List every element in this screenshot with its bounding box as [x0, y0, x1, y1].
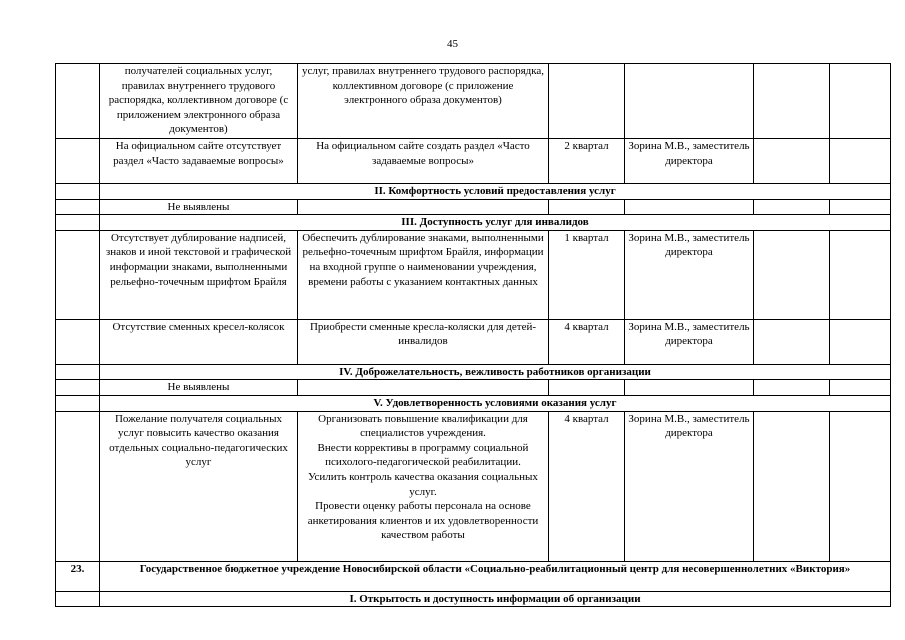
problem-cell: получателей социальных услуг, правилах внутреннего трудового распорядка, коллективном договоре (с приложением электронного образа документов): [100, 64, 298, 139]
number-cell: [56, 184, 100, 200]
table-row: [56, 411, 891, 561]
deadline-cell: 1 квартал: [549, 230, 625, 319]
result-cell: [754, 230, 830, 319]
deadline-cell: [549, 380, 625, 396]
number-cell: [56, 230, 100, 319]
problem-cell: Отсутствие сменных кресел-колясок: [100, 319, 298, 364]
responsible-cell: Зорина М.В., заместитель директора: [625, 230, 754, 319]
measure-cell: [298, 411, 549, 561]
deadline-cell: 2 квартал: [549, 139, 625, 184]
number-cell: [56, 380, 100, 396]
section-header-row: [56, 395, 891, 411]
result-cell: [754, 139, 830, 184]
responsible-cell: Зорина М.В., заместитель директора: [625, 411, 754, 561]
section-title: I. Открытость и доступность информации об организации: [100, 591, 891, 607]
number-cell: [56, 199, 100, 215]
organization-name: Государственное бюджетное учреждение Новосибирской области «Социально-реабилитационный центр для несовершеннолетних «Виктория»: [100, 561, 891, 591]
measure-cell: [298, 380, 549, 396]
responsible-cell: [625, 64, 754, 139]
actual-date-cell: [830, 199, 891, 215]
responsible-cell: [625, 199, 754, 215]
number-cell: [56, 319, 100, 364]
table-row: [56, 230, 891, 319]
section-header-row: [56, 215, 891, 231]
number-cell: [56, 64, 100, 139]
measure-cell: Обеспечить дублирование знаками, выполненными рельефно-точечным шрифтом Брайля, информации на входной группе о наименовании учреждения, времени работы с указанием контактных данных: [298, 230, 549, 319]
page-number: 45: [447, 38, 458, 50]
actual-date-cell: [830, 319, 891, 364]
section-title: IV. Доброжелательность, вежливость работников организации: [100, 364, 891, 380]
result-cell: [754, 380, 830, 396]
number-cell: [56, 411, 100, 561]
result-cell: [754, 199, 830, 215]
problem-cell: Пожелание получателя социальных услуг повысить качество оказания отдельных социально-педагогических услуг: [100, 411, 298, 561]
deadline-cell: [549, 199, 625, 215]
deadline-cell: 4 квартал: [549, 319, 625, 364]
table-row: [56, 380, 891, 396]
number-cell: [56, 591, 100, 607]
responsible-cell: [625, 380, 754, 396]
actual-date-cell: [830, 139, 891, 184]
actual-date-cell: [830, 411, 891, 561]
measure-cell: На официальном сайте создать раздел «Часто задаваемые вопросы»: [298, 139, 549, 184]
problem-cell: Не выявлены: [100, 380, 298, 396]
measure-line: Провести оценку работы персонала на основе анкетирования клиентов и их удовлетворенности качеством работы: [307, 500, 539, 542]
number-cell: [56, 215, 100, 231]
table-row: [56, 319, 891, 364]
responsible-cell: Зорина М.В., заместитель директора: [625, 319, 754, 364]
section-title: V. Удовлетворенность условиями оказания услуг: [100, 395, 891, 411]
result-cell: [754, 319, 830, 364]
table-row: [56, 199, 891, 215]
problem-cell: Отсутствует дублирование надписей, знаков и иной текстовой и графической информации знаками, выполненными рельефно-точечным шрифтом Брайля: [100, 230, 298, 319]
result-cell: [754, 64, 830, 139]
number-cell: [56, 364, 100, 380]
section-title: II. Комфортность условий предоставления услуг: [100, 184, 891, 200]
actual-date-cell: [830, 230, 891, 319]
result-cell: [754, 411, 830, 561]
section-header-row: [56, 364, 891, 380]
measure-line: Организовать повышение квалификации для специалистов учреждения.: [318, 412, 528, 440]
deadline-cell: [549, 64, 625, 139]
organization-row: [56, 561, 891, 591]
improvement-plan-table: [55, 63, 891, 607]
number-cell: [56, 139, 100, 184]
table-row: [56, 139, 891, 184]
responsible-cell: Зорина М.В., заместитель директора: [625, 139, 754, 184]
table-row: [56, 64, 891, 139]
measure-cell: услуг, правилах внутреннего трудового распорядка, коллективном договоре (с приложение электронного образа документов): [298, 64, 549, 139]
organization-number: 23.: [56, 561, 100, 591]
section-header-row: [56, 591, 891, 607]
section-title: III. Доступность услуг для инвалидов: [100, 215, 891, 231]
problem-cell: На официальном сайте отсутствует раздел «Часто задаваемые вопросы»: [100, 139, 298, 184]
section-header-row: [56, 184, 891, 200]
number-cell: [56, 395, 100, 411]
measure-cell: [298, 199, 549, 215]
problem-cell: Не выявлены: [100, 199, 298, 215]
deadline-cell: 4 квартал: [549, 411, 625, 561]
measure-line: Усилить контроль качества оказания социальных услуг.: [308, 470, 538, 498]
actual-date-cell: [830, 64, 891, 139]
measure-cell: Приобрести сменные кресла-коляски для детей-инвалидов: [298, 319, 549, 364]
measure-line: Внести коррективы в программу социальной психолого-педагогической реабилитации.: [317, 441, 529, 469]
actual-date-cell: [830, 380, 891, 396]
